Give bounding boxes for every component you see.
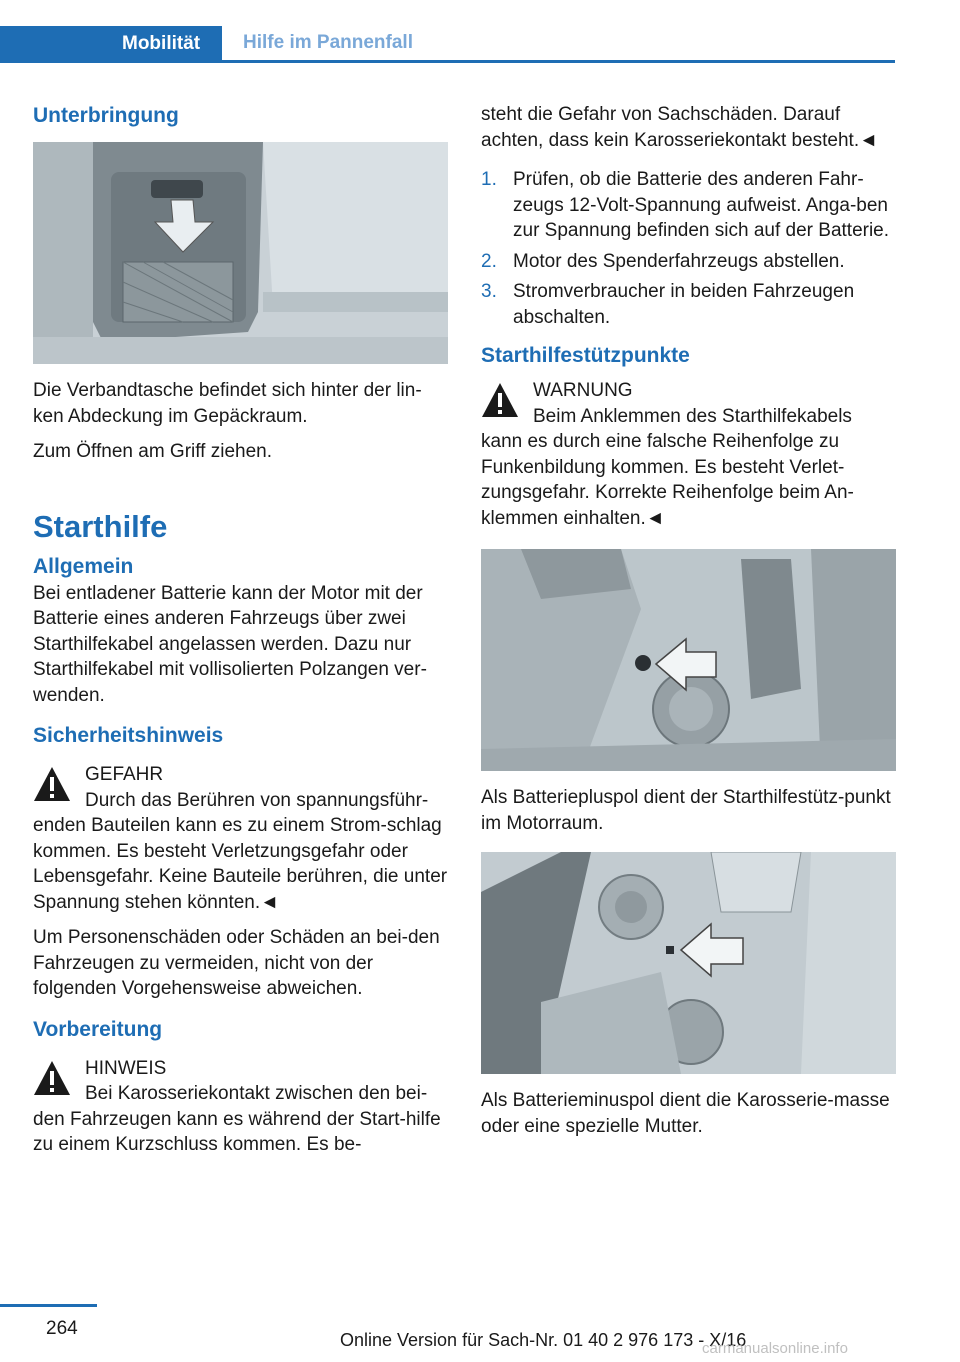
heading-allgemein: Allgemein <box>33 554 134 578</box>
caption-pluspol: Als Batteriepluspol dient der Starthilfestütz-punkt im Motorraum. <box>481 787 891 834</box>
danger-text: Durch das Berühren von spannungsführ-enden Bauteilen kann es zu einem Strom-schlag kommen. Es besteht Verletzungsgefahr oder Lebensgefahr. Keine Bauteile berühren, die unter Spannung stehen könnten.◄ <box>33 789 448 913</box>
warning-notice <box>481 378 895 531</box>
step-text: Prüfen, ob die Batterie des anderen Fahr-zeugs 12-Volt-Spannung aufweist. Anga-ben zur Spannung befinden sich auf der Batterie. <box>513 169 890 241</box>
warning-text: Beim Anklemmen des Starthilfekabels kann es durch eine falsche Reihenfolge zu Funkenbildung kommen. Es besteht Verlet-zungsgefahr. Korrekte Reihenfolge beim An-klemmen einhalten.◄ <box>481 405 854 529</box>
trunk-compartment-image <box>33 142 448 364</box>
list-item <box>481 249 895 275</box>
footer-divider <box>0 1304 97 1307</box>
step-number: 3. <box>481 281 497 302</box>
text-verbandtasche: Die Verbandtasche befindet sich hinter der lin-ken Abdeckung im Gepäckraum. <box>33 380 422 427</box>
tab-hilfe-im-pannenfall[interactable]: Hilfe im Pannenfall <box>243 32 413 53</box>
heading-vorbereitung: Vorbereitung <box>33 1017 163 1041</box>
warning-triangle-icon <box>481 382 519 418</box>
step-number: 1. <box>481 169 497 190</box>
header-divider <box>0 60 895 63</box>
step-number: 2. <box>481 250 497 272</box>
heading-starthilfestuetzpunkte: Starthilfestützpunkte <box>481 344 690 367</box>
danger-label: GEFAHR <box>85 764 164 785</box>
heading-starthilfe: Starthilfe <box>33 508 168 544</box>
note-notice <box>33 1056 449 1158</box>
online-version-note: Online Version für Sach-Nr. 01 40 2 976 173 - X/16 <box>340 1330 747 1350</box>
heading-sicherheitshinweis: Sicherheitshinweis <box>33 724 224 747</box>
note-label: HINWEIS <box>85 1057 167 1079</box>
text-allgemein: Bei entladener Batterie kann der Motor mit der Batterie eines anderen Fahrzeugs über zwei Starthilfekabel angelassen werden. Dazu nur Starthilfekabel mit vollisolierten Polzangen ver-wenden. <box>33 582 427 706</box>
left-column <box>33 102 449 1168</box>
list-item <box>481 167 895 244</box>
note-text: Bei Karosseriekontakt zwischen den bei-den Fahrzeugen kann es während der Start-hilfe zu einem Kurzschluss kommen. Es be- <box>33 1083 441 1155</box>
warning-triangle-icon <box>33 1060 71 1096</box>
heading-unterbringung: Unterbringung <box>33 104 179 127</box>
warning-label: WARNUNG <box>533 380 633 401</box>
steps-list <box>481 167 895 330</box>
tab-mobilitaet[interactable]: Mobilität <box>0 26 222 63</box>
text-griff: Zum Öffnen am Griff ziehen. <box>33 441 273 462</box>
page-number: 264 <box>46 1318 78 1339</box>
right-column <box>481 102 895 1149</box>
header <box>0 0 895 64</box>
danger-notice <box>33 762 449 915</box>
engine-bay-plus-terminal-image <box>481 549 896 771</box>
text-vorgehensweise: Um Personenschäden oder Schäden an bei-den Fahrzeugen zu vermeiden, nicht von der folgenden Vorgehensweise abweichen. <box>33 927 440 999</box>
warning-triangle-icon <box>33 766 71 802</box>
watermark: carmanualsonline.info <box>702 1340 848 1357</box>
step-text: Stromverbraucher in beiden Fahrzeugen abschalten. <box>513 281 855 328</box>
engine-bay-minus-terminal-image <box>481 852 896 1074</box>
step-text: Motor des Spenderfahrzeugs abstellen. <box>513 250 845 272</box>
text-continuation: steht die Gefahr von Sachschäden. Darauf achten, dass kein Karosseriekontakt besteht.◄ <box>481 104 878 151</box>
caption-minuspol: Als Batterieminuspol dient die Karosserie-masse oder eine spezielle Mutter. <box>481 1090 890 1137</box>
list-item <box>481 279 895 330</box>
